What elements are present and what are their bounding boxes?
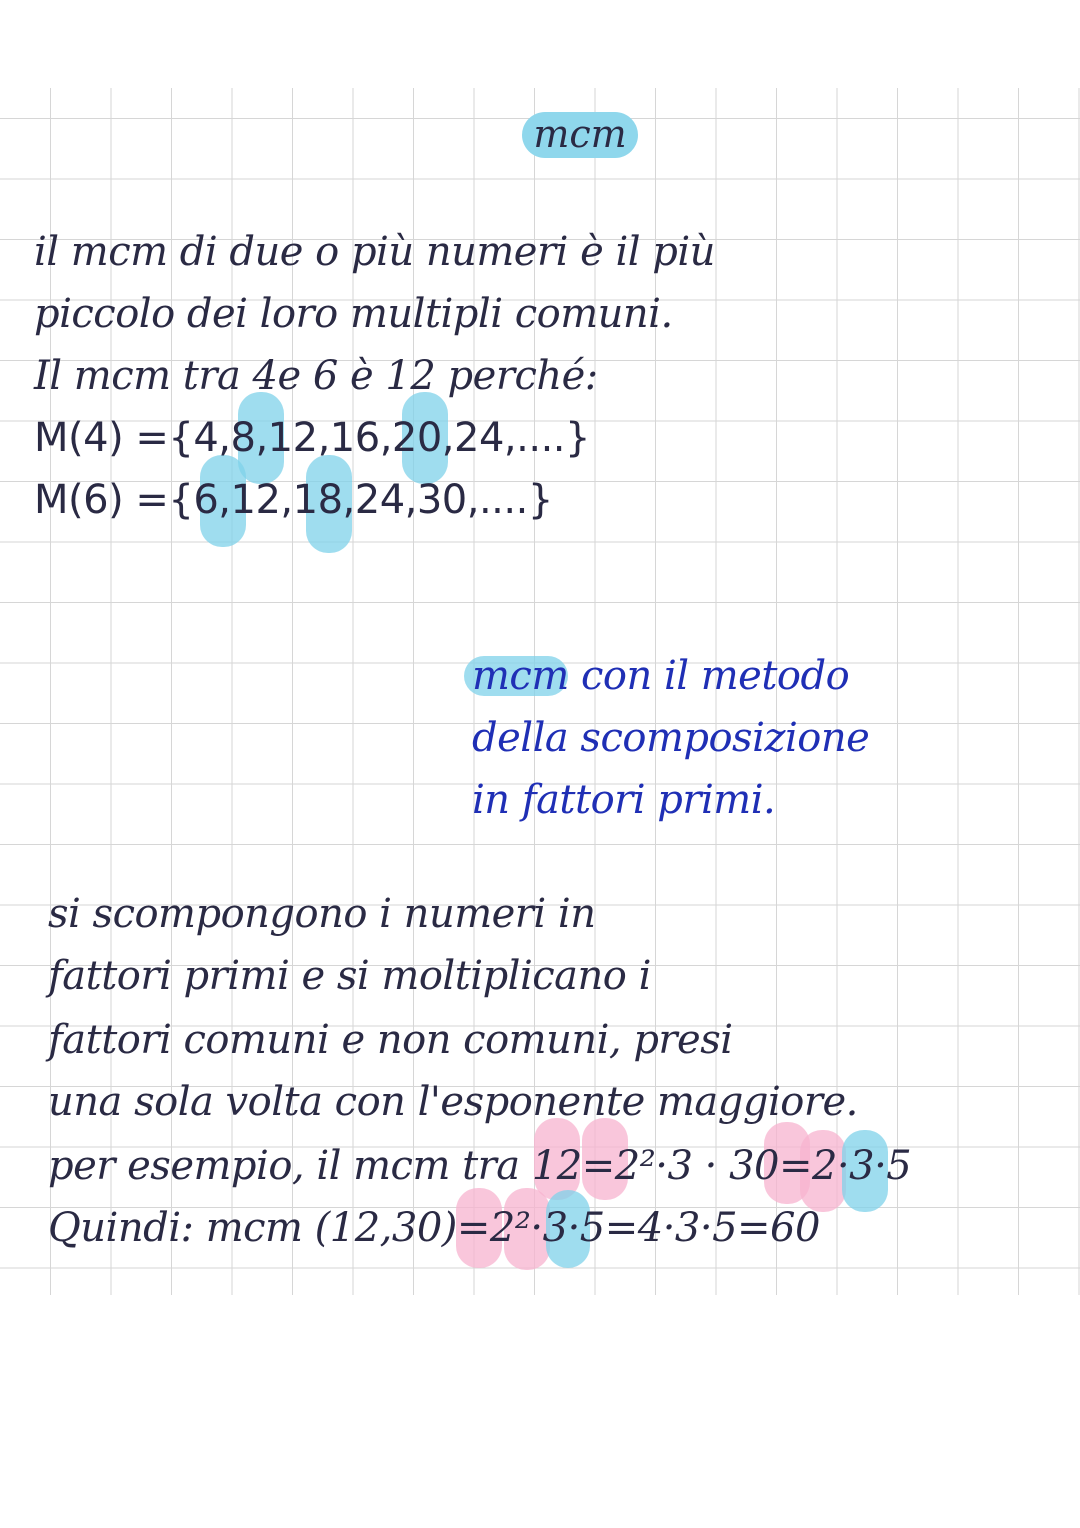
multiples-of-4: M(4) ={4,8,12,16,20,24,....} [34, 415, 590, 461]
method-heading-line-1 [472, 646, 849, 706]
page-title: mcm [522, 112, 638, 158]
explanation-line-2: fattori primi e si moltiplicano i [48, 953, 651, 999]
example-intro-line: Il mcm tra 4e 6 è 12 perché: [34, 353, 598, 399]
method-heading-rest: con il metodo [568, 653, 850, 699]
explanation-line-4: una sola volta con l'esponente maggiore. [48, 1079, 858, 1125]
result-line: Quindi: mcm (12,30)=2²·3·5=4·3·5=60 [48, 1205, 820, 1251]
example-factorization-line: per esempio, il mcm tra 12=2²·3 · 30=2·3·5 [48, 1143, 912, 1189]
definition-line-1: il mcm di due o più numeri è il più [34, 229, 715, 275]
explanation-line-1: si scompongono i numeri in [48, 891, 596, 937]
method-heading-line-3: in fattori primi. [472, 777, 776, 823]
definition-line-2: piccolo dei loro multipli comuni. [34, 291, 673, 337]
multiples-of-6: M(6) ={6,12,18,24,30,....} [34, 477, 553, 523]
explanation-line-3: fattori comuni e non comuni, presi [48, 1017, 733, 1063]
method-heading-line-2: della scomposizione [472, 715, 870, 761]
method-heading-mcm: mcm [472, 653, 569, 699]
